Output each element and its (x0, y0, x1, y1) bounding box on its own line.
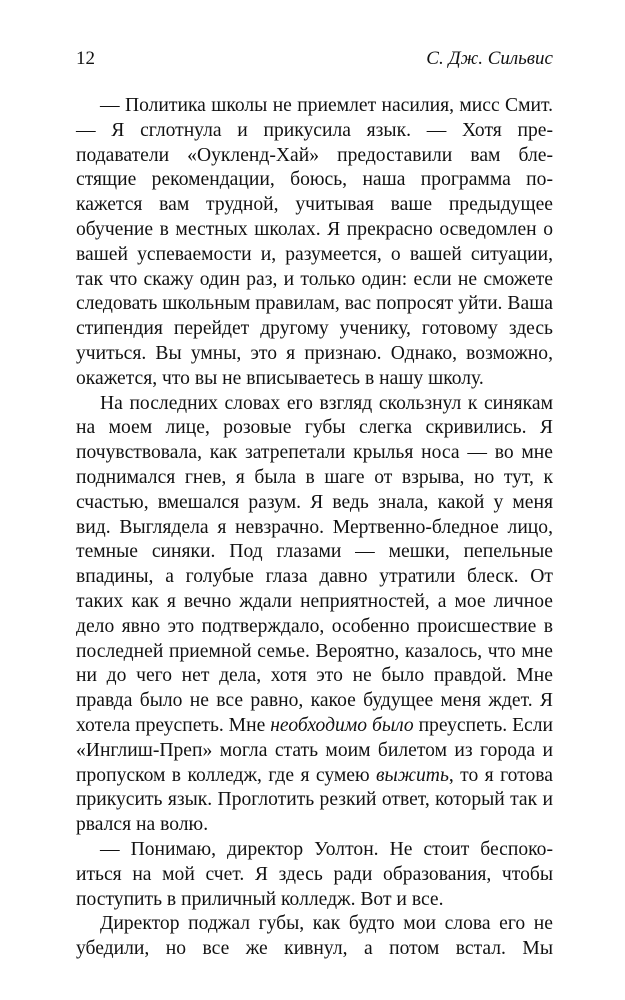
running-head: С. Дж. Сильвис (426, 48, 553, 69)
page-header (76, 48, 553, 74)
page-number: 12 (76, 48, 95, 69)
paragraph (76, 392, 553, 838)
paragraph-text: , то я готова прикусить язык. Проглотить резкий ответ, который так и рвался на волю. (76, 764, 553, 836)
emphasis-text: необходимо было (270, 714, 414, 736)
paragraph-text: преуспеть. Если «Инглиш-Преп» могла стать моим билетом из города и пропуском в колледж, где я сумею (76, 714, 554, 786)
paragraph-text: На последних словах его взгляд скользнул к синякам на моем лице, розовые губы слегка скривились. Я почувствовала, как затрепетали крылья носа — во мне поднимался гнев, я была в шаге от взрыва, но тут, к счастью, вмешался разум. Я ведь знала, какой у меня вид. Выглядела я невзрачно. Мертвенно-бледное лицо, темные синяки. Под глазами — мешки, пепельные впадины, а голубые глаза давно утратили блеск. От таких как я вечно ждали неприятностей, а мое личное дело явно это подтверждало, особенно происшествие в последней приемной семье. Вероятно, казалось, что мне ни до чего нет дела, хотя это не было правдой. Мне правда было не все равно, какое будущее меня ждет. Я хотела преуспеть. Мне (76, 392, 553, 736)
paragraph-text: — Понимаю, директор Уолтон. Не стоит беспокоиться на мой счет. Я здесь ради образования, чтобы поступить в приличный колледж. Вот и все. (76, 838, 553, 910)
paragraph (76, 912, 553, 962)
paragraph (76, 94, 553, 392)
emphasis-text: выжить (376, 764, 449, 786)
book-page (76, 48, 553, 962)
paragraph-text: Директор поджал губы, как будто мои слова его не убедили, но все же кивнул, а потом встал. Мы (76, 913, 553, 960)
paragraph (76, 838, 553, 912)
paragraph-text: — Политика школы не приемлет насилия, мисс Смит. — Я сглотнула и прикусила язык. — Хотя преподаватели «Оукленд-Хай» предоставили вам блестящие рекомендации, боюсь, наша программа покажется вам трудной, учитывая ваше предыдущее обучение в местных школах. Я прекрасно осведомлен о вашей успеваемости и, разумеется, о вашей ситуации, так что скажу один раз, и только один: если не сможете следовать школьным правилам, вас попросят уйти. Ваша стипендия перейдет другому ученику, готовому здесь учиться. Вы умны, это я признаю. Однако, возможно, окажется, что вы не вписываетесь в нашу школу. (76, 95, 553, 389)
body-text (76, 94, 553, 962)
